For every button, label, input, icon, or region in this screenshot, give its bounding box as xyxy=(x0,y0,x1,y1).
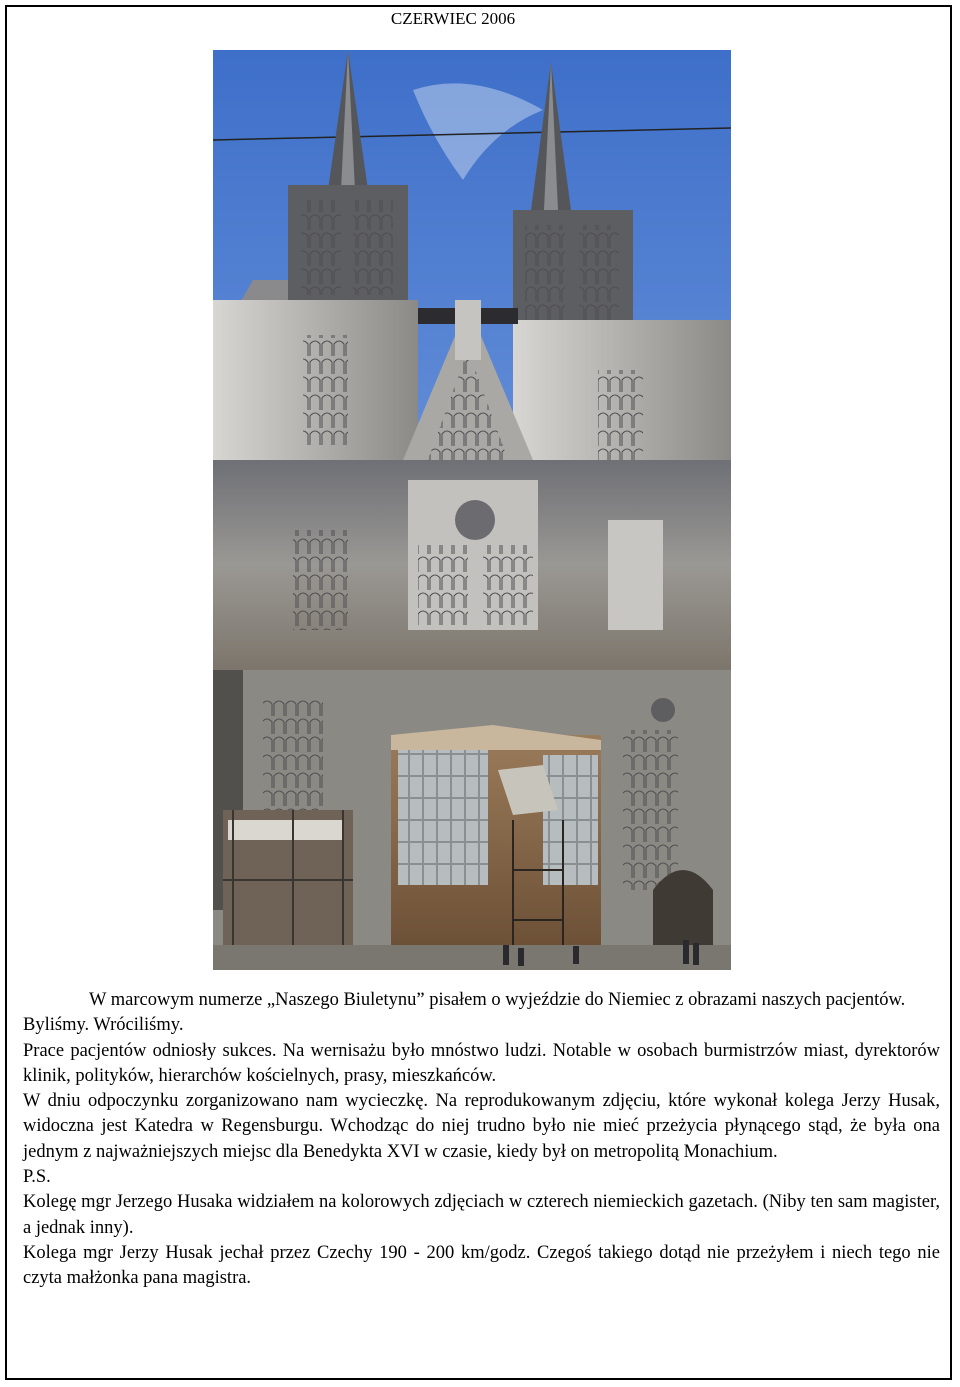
paragraph-speed: Kolega mgr Jerzy Husak jechał przez Czechy 190 - 200 km/godz. Czegoś takiego dotąd nie przeżyłem i niech tego nie czyta małżonka pana magistra. xyxy=(23,1242,940,1289)
paragraph-short: Byliśmy. Wróciliśmy. xyxy=(23,1015,184,1036)
paragraph-newspapers: Kolegę mgr Jerzego Husaka widziałem na kolorowych zdjęciach w czterech niemieckich gazetach. (Niby ten sam magister, a jednak inny). xyxy=(23,1192,940,1238)
paragraph-ps: P.S. xyxy=(23,1167,51,1188)
article-text xyxy=(23,988,940,1292)
page-header-date: CZERWIEC 2006 xyxy=(390,9,516,28)
paragraph-success: Prace pacjentów odniosły sukces. Na wernisażu było mnóstwo ludzi. Notable w osobach burmistrzów miast, dyrektorów klinik, polityków, hierarchów kościelnych, prasy, mieszkańców. xyxy=(23,1040,940,1086)
paragraph-trip: W dniu odpoczynku zorganizowano nam wycieczkę. Na reprodukowanym zdjęciu, które wykonał kolega Jerzy Husak, widoczna jest Katedra w Regensburgu. Wchodząc do niej trudno było nie mieć przeżycia płynącego stąd, że była ona jednym z najważniejszych miejsc dla Benedykta XVI w czasie, kiedy był on metropolitą Monachium. xyxy=(23,1091,940,1162)
cathedral-photo xyxy=(213,50,731,970)
paragraph-intro: W marcowym numerze „Naszego Biuletynu” pisałem o wyjeździe do Niemiec z obrazami naszych pacjentów. xyxy=(89,990,906,1010)
